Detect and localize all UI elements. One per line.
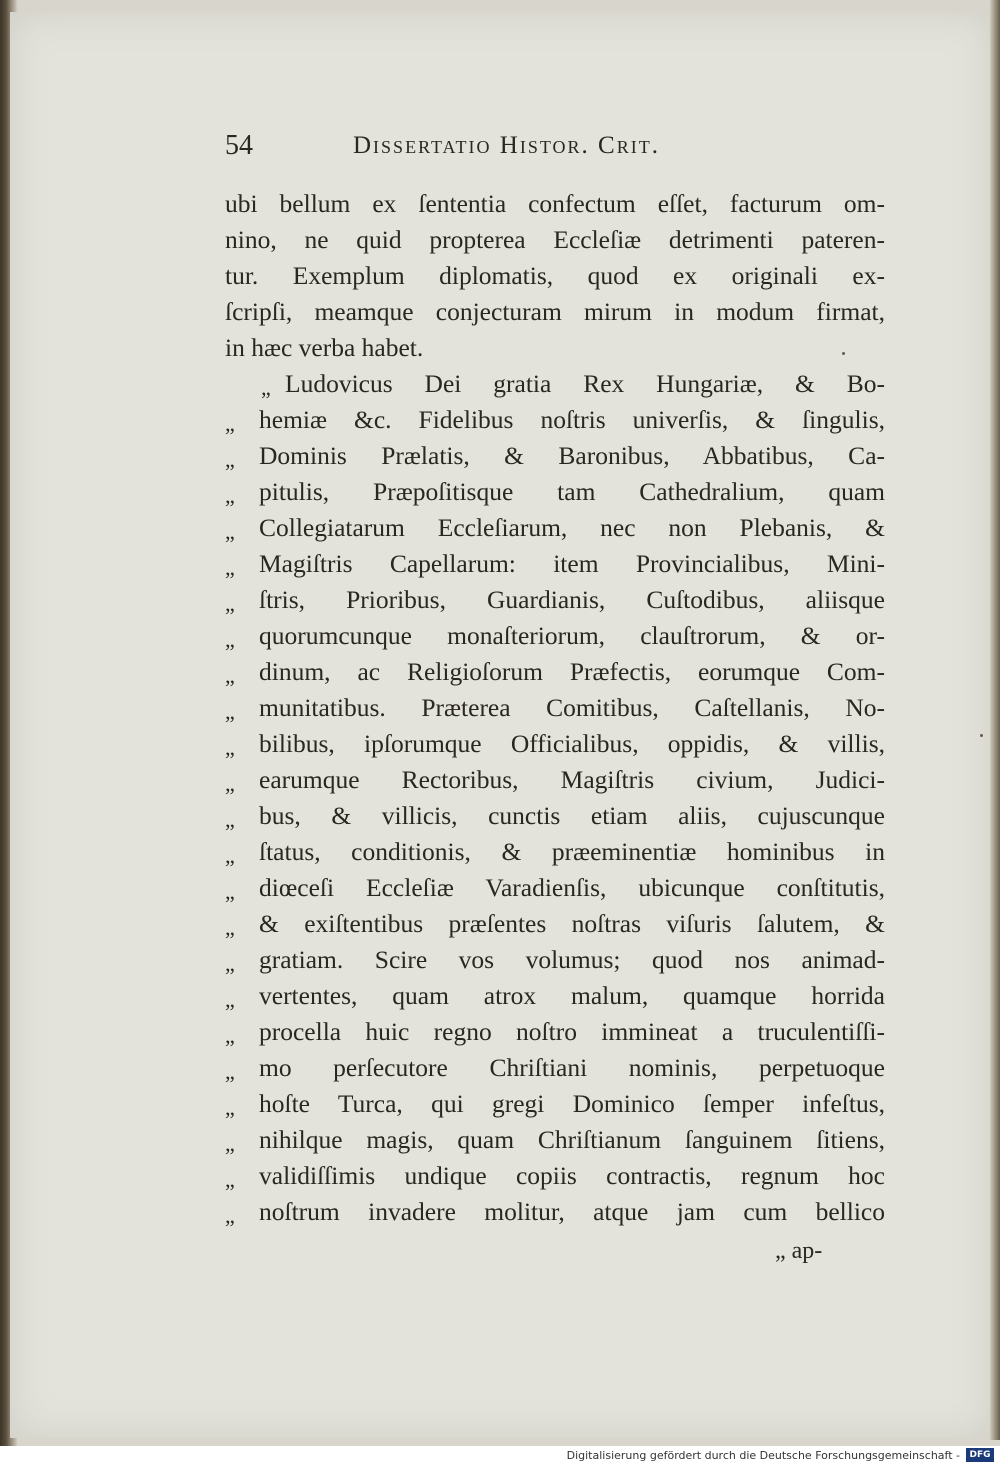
quote-line: „ pitulis, Præpoſitisque tam Cathedralium, quam xyxy=(225,474,885,510)
quote-mark: „ xyxy=(225,1023,235,1048)
quote-mark: „ xyxy=(225,1131,235,1156)
quote-mark: „ xyxy=(225,483,235,508)
quote-mark: „ xyxy=(225,735,235,760)
quote-mark: „ xyxy=(225,555,235,580)
page-edge xyxy=(990,0,1000,1440)
quote-mark: „ xyxy=(225,663,235,688)
quote-mark: „ xyxy=(225,1203,235,1228)
quote-line: „ Ludovicus Dei gratia Rex Hungariæ, & Bo- xyxy=(225,366,885,402)
quote-mark: „ xyxy=(225,843,235,868)
quote-mark: „ xyxy=(225,1095,235,1120)
dfg-logo: DFG xyxy=(966,1448,994,1462)
quote-line: „ & exiſtentibus præſentes noſtras viſuris ſalutem, & xyxy=(225,906,885,942)
quote-line: „ dinum, ac Religioſorum Præfectis, eorumque Com- xyxy=(225,654,885,690)
quote-mark: „ xyxy=(225,951,235,976)
quote-mark: „ xyxy=(225,771,235,796)
quote-mark: „ xyxy=(225,699,235,724)
quote-mark: „ xyxy=(225,1167,235,1192)
quote-mark: „ xyxy=(225,915,235,940)
quote-line: „ validiſſimis undique copiis contractis, regnum hoc xyxy=(225,1158,885,1194)
quote-mark: „ xyxy=(225,591,235,616)
quote-mark: „ xyxy=(225,807,235,832)
quote-line: „ Collegiatarum Eccleſiarum, nec non Plebanis, & xyxy=(225,510,885,546)
quote-line: „ earumque Rectoribus, Magiſtris civium, Judici- xyxy=(225,762,885,798)
quote-mark: „ xyxy=(225,627,235,652)
quote-line: „ Magiſtris Capellarum: item Provincialibus, Mini- xyxy=(225,546,885,582)
quote-line: „ ſtatus, conditionis, & præeminentiæ hominibus in xyxy=(225,834,885,870)
quote-mark: „ xyxy=(225,987,235,1012)
text-line: ſcripſi, meamque conjecturam mirum in modum firmat, xyxy=(225,297,885,326)
text-line: tur. Exemplum diplomatis, quod ex originali ex- xyxy=(225,261,885,290)
intro-paragraph xyxy=(225,186,885,366)
catchword: „ ap- xyxy=(775,1238,823,1264)
quote-line: „ nihilque magis, quam Chriſtianum ſanguinem ſitiens, xyxy=(225,1122,885,1158)
quote-mark: „ xyxy=(225,519,235,544)
funding-credit: Digitalisierung gefördert durch die Deutsche Forschungsgemeinschaft - xyxy=(566,1449,960,1462)
paper-speck xyxy=(980,734,983,737)
quote-line: „ quorumcunque monaſteriorum, clauſtrorum, & or- xyxy=(225,618,885,654)
quote-line: „ ſtris, Prioribus, Guardianis, Cuſtodibus, aliisque xyxy=(225,582,885,618)
digitization-footer xyxy=(0,1446,1000,1466)
page-number: 54 xyxy=(225,130,253,161)
quote-mark: „ xyxy=(225,879,235,904)
text-line: ubi bellum ex ſententia confectum eſſet, facturum om- xyxy=(225,189,885,218)
quote-line: „ munitatibus. Præterea Comitibus, Caſtellanis, No- xyxy=(225,690,885,726)
quote-line: „ hemiæ &c. Fidelibus noſtris univerſis, & ſingulis, xyxy=(225,402,885,438)
quote-mark: „ xyxy=(225,1059,235,1084)
quote-mark: „ xyxy=(261,375,271,400)
quote-line: „ noſtrum invadere molitur, atque jam cum bellico xyxy=(225,1194,885,1230)
quote-line: „ bilibus, ipſorumque Officialibus, oppidis, & villis, xyxy=(225,726,885,762)
quote-line: „ procella huic regno noſtro immineat a truculentiſſi- xyxy=(225,1014,885,1050)
text-line: nino, ne quid propterea Eccleſiæ detrimenti pateren- xyxy=(225,225,885,254)
running-title: Dissertatio Histor. Crit. xyxy=(353,132,660,159)
quote-line: „ bus, & villicis, cunctis etiam aliis, cujuscunque xyxy=(225,798,885,834)
quote-line: „ vertentes, quam atrox malum, quamque horrida xyxy=(225,978,885,1014)
quote-line: „ diœceſi Eccleſiæ Varadienſis, ubicunque conſtitutis, xyxy=(225,870,885,906)
quote-line: „ Dominis Prælatis, & Baronibus, Abbatibus, Ca- xyxy=(225,438,885,474)
quote-mark: „ xyxy=(225,411,235,436)
quote-mark: „ xyxy=(225,447,235,472)
text-line: in hæc verba habet. xyxy=(225,333,424,362)
diploma-quotation xyxy=(225,366,885,1230)
body-text xyxy=(225,186,885,1230)
quote-line: „ gratiam. Scire vos volumus; quod nos animad- xyxy=(225,942,885,978)
quote-line: „ hoſte Turca, qui gregi Dominico ſemper infeſtus, xyxy=(225,1086,885,1122)
running-header xyxy=(225,128,765,168)
quote-line: „ mo perſecutore Chriſtiani nominis, perpetuoque xyxy=(225,1050,885,1086)
